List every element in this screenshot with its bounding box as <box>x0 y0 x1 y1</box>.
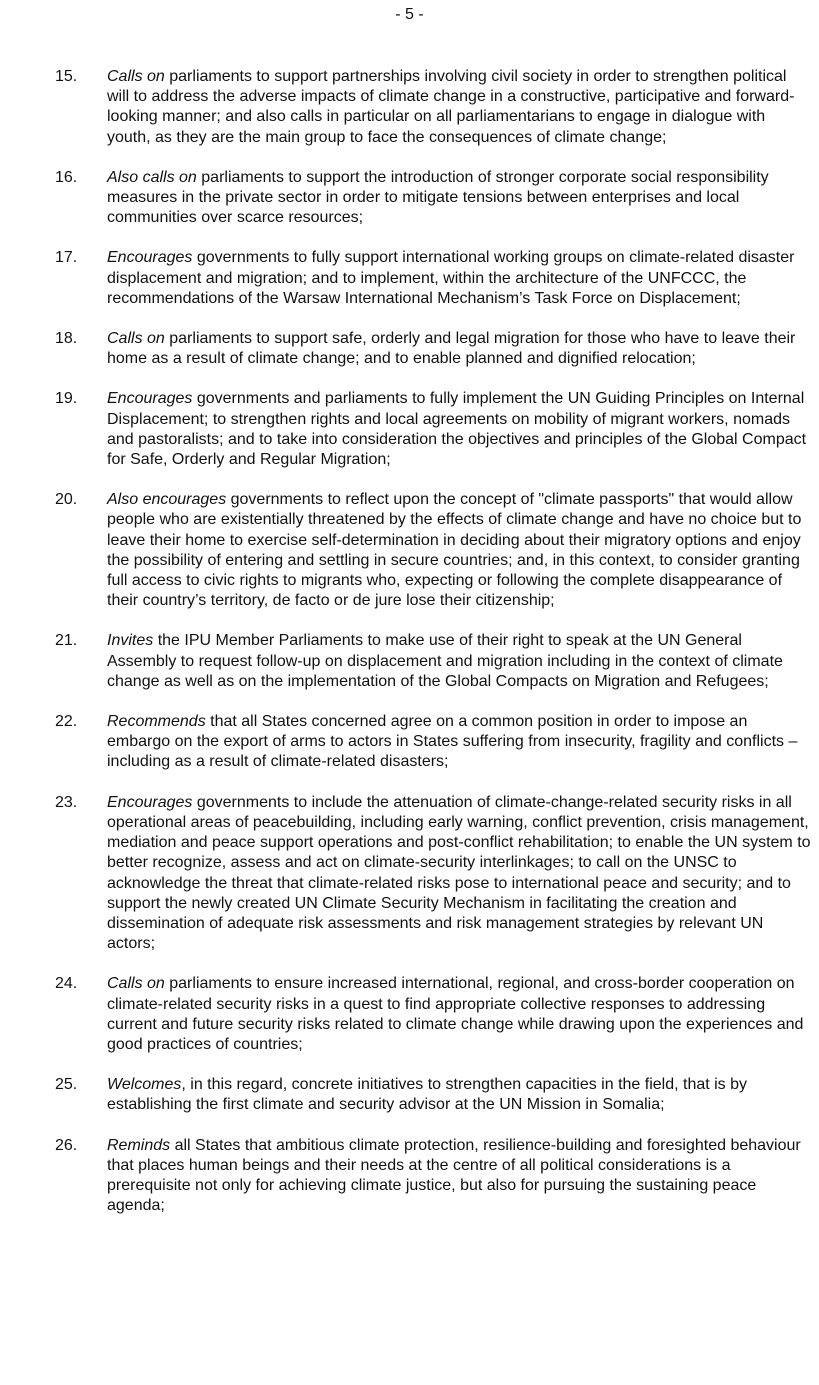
operative-verb: Also calls on <box>107 168 197 186</box>
paragraph-number: 19. <box>55 390 78 408</box>
paragraph-number: 18. <box>55 330 78 348</box>
paragraph-number: 23. <box>55 793 78 811</box>
paragraph-18 <box>0 329 819 369</box>
paragraph-number: 21. <box>55 632 78 650</box>
operative-verb: Calls on <box>107 68 165 85</box>
paragraph-text: governments to reflect upon the concept of "climate passports" that would allow people who are existentially threatened by the effects of climate change and have no choice but to leave their home to exercise self-determination in deciding about their migratory options and enjoy the possibility of entering and settling in secure countries; and, in this context, to consider granting full access to civic rights to migrants who, expecting or following the complete disappearance of their country’s territory, de facto or de jure lose their citizenship; <box>107 491 802 610</box>
operative-verb: Invites <box>107 632 154 650</box>
operative-verb: Encourages <box>107 249 193 267</box>
paragraph-text: governments to fully support international working groups on climate-related disaster displacement and migration; and to implement, within the architecture of the UNFCCC, the recommendations of the Warsaw International Mechanism’s Task Force on Displacement; <box>107 249 795 307</box>
paragraph-text: that all States concerned agree on a common position in order to impose an embargo on the export of arms to actors in States suffering from insecurity, fragility and conflicts – including as a result of climate-related disasters; <box>107 713 798 771</box>
paragraph-number: 16. <box>55 168 78 186</box>
paragraph-number: 22. <box>55 713 78 731</box>
paragraph-text: governments to include the attenuation of climate-change-related security risks in all operational areas of peacebuilding, including early warning, conflict prevention, crisis management, mediation and peace support operations and post-conflict rehabilitation; to enable the UN system to better recognize, assess and act on climate-security interlinkages; to call on the UNSC to acknowledge the threat that climate-related risks pose to international peace and security; and to support the newly created UN Climate Security Mechanism in facilitating the creation and dissemination of adequate risk assessments and risk management strategies by relevant UN actors; <box>107 793 811 953</box>
paragraph-text: the IPU Member Parliaments to make use of their right to speak at the UN General Assembly to request follow-up on displacement and migration including in the context of climate change as well as on the implementation of the Global Compacts on Migration and Refugees; <box>107 632 783 690</box>
operative-verb: Encourages <box>107 793 193 811</box>
paragraph-number: 25. <box>55 1076 78 1094</box>
paragraph-number: 24. <box>55 975 78 993</box>
paragraph-23 <box>0 793 819 955</box>
paragraph-15 <box>0 67 819 148</box>
paragraph-text: governments and parliaments to fully implement the UN Guiding Principles on Internal Displacement; to strengthen rights and local agreements on mobility of migrant workers, nomads and pastoralists; and to take into consideration the objectives and principles of the Global Compact for Safe, Orderly and Regular Migration; <box>107 390 807 469</box>
paragraph-text: , in this regard, concrete initiatives to strengthen capacities in the field, that is by establishing the first climate and security advisor at the UN Mission in Somalia; <box>107 1076 748 1114</box>
paragraph-26 <box>0 1136 819 1217</box>
paragraph-19 <box>0 389 819 470</box>
paragraph-number: 26. <box>55 1136 78 1154</box>
paragraph-25 <box>0 1075 819 1115</box>
operative-verb: Encourages <box>107 390 193 408</box>
operative-verb: Calls on <box>107 975 165 993</box>
paragraph-17 <box>0 248 819 309</box>
paragraph-22 <box>0 712 819 773</box>
paragraph-24 <box>0 974 819 1055</box>
paragraph-text: parliaments to support the introduction of stronger corporate social responsibility measures in the private sector in order to mitigate tensions between enterprises and local communities over scarce resources; <box>107 168 769 227</box>
paragraph-20 <box>0 490 819 611</box>
paragraph-text: parliaments to support safe, orderly and legal migration for those who have to leave their home as a result of climate change; and to enable planned and dignified relocation; <box>107 330 796 368</box>
paragraph-21 <box>0 631 819 692</box>
operative-verb: Reminds <box>107 1136 171 1154</box>
operative-verb: Recommends <box>107 713 206 731</box>
resolution-paragraphs <box>0 67 819 1236</box>
paragraph-text: parliaments to ensure increased international, regional, and cross-border cooperation on climate-related security risks in a quest to find appropriate collective responses to addressing current and future security risks related to climate change while drawing upon the experiences and good practices of countries; <box>107 975 804 1053</box>
paragraph-number: 20. <box>55 491 78 509</box>
paragraph-text: parliaments to support partnerships involving civil society in order to strengthen political will to address the adverse impacts of climate change in a constructive, participative and forward-looking manner; and also calls in particular on all parliamentarians to engage in dialogue with youth, as they are the main group to face the consequences of climate change; <box>107 68 795 146</box>
paragraph-number: 15. <box>55 68 78 85</box>
paragraph-16 <box>0 168 819 229</box>
operative-verb: Welcomes <box>107 1076 182 1094</box>
page-number: - 5 - <box>395 6 424 23</box>
paragraph-text: all States that ambitious climate protection, resilience-building and foresighted behaviour that places human beings and their needs at the centre of all political considerations is a prerequisite not only for achieving climate justice, but also for pursuing the sustaining peace agenda; <box>107 1136 801 1215</box>
operative-verb: Also encourages <box>107 491 227 509</box>
paragraph-number: 17. <box>55 249 78 267</box>
operative-verb: Calls on <box>107 330 165 348</box>
